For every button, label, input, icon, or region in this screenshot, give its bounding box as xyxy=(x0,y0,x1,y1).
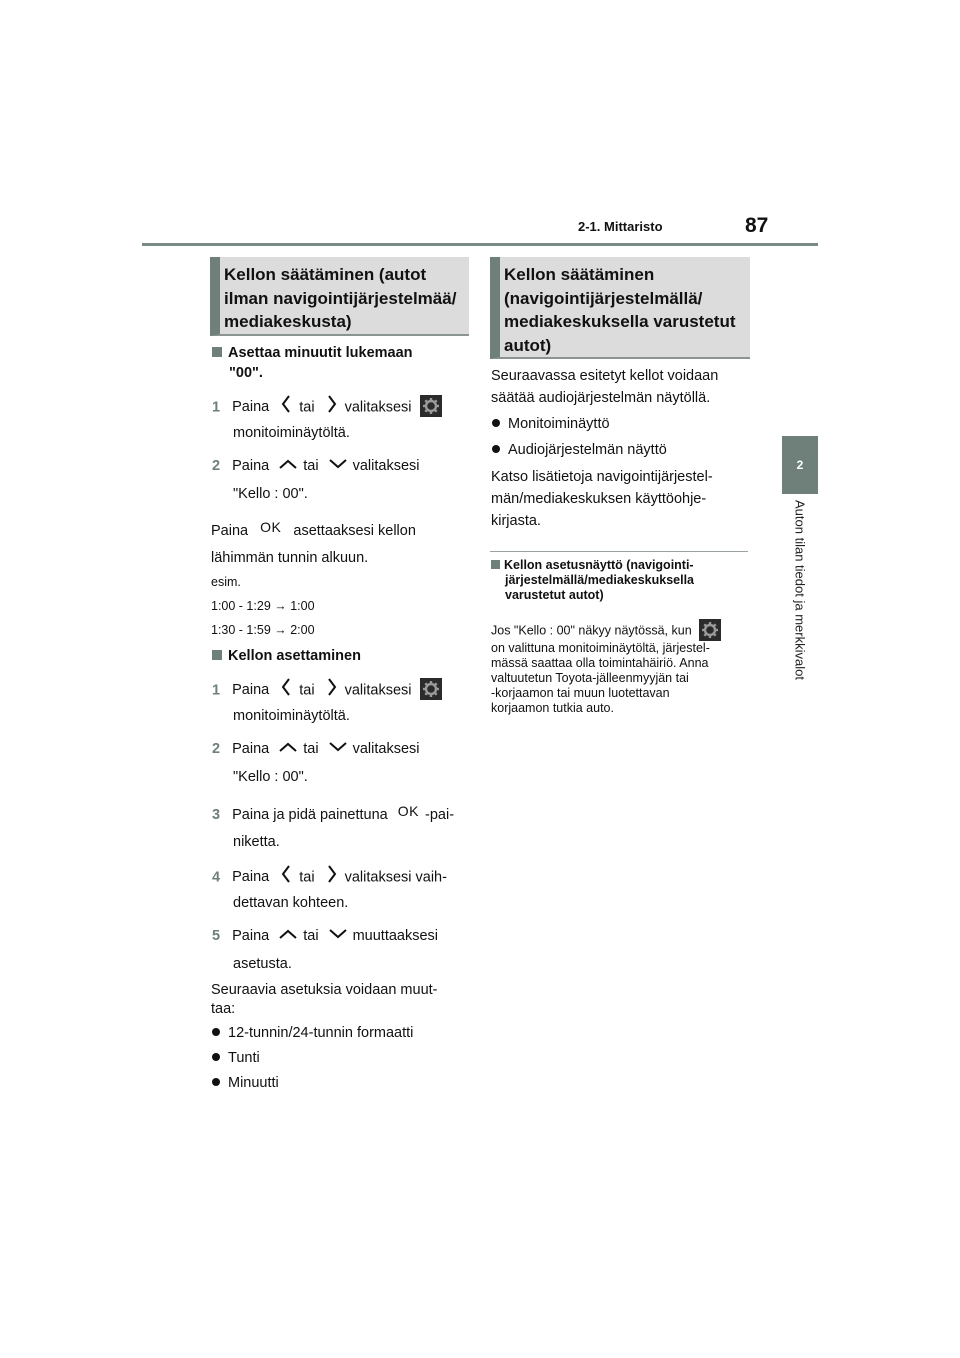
paragraph-refer-line3: kirjasta. xyxy=(491,513,541,529)
step-2-line2: "Kello : 00". xyxy=(233,486,308,502)
example-row-2: 1:30 - 1:59 → 2:00 xyxy=(211,623,315,637)
arrow-right-icon: → xyxy=(274,623,287,637)
subheading-minutes: Asettaa minuutit lukemaan xyxy=(212,344,413,362)
note-body: on valittuna monitoiminäytöltä, järjestel- mässä saattaa olla toimintahäiriö. Anna valtuutetun Toyota-jälleenmyyjän tai -korjaamon tai muun luotettavan korjaamon tutkia auto. xyxy=(491,641,710,715)
step-number: 2 xyxy=(212,458,221,474)
step-4: 4 Paina tai valitaksesi vaih- xyxy=(212,866,447,889)
heading-line: mediakeskuksella varustetut xyxy=(504,312,736,331)
step-5: 5 Paina tai muuttaaksesi xyxy=(212,928,439,944)
step-5-line2: asetusta. xyxy=(233,956,292,972)
list-item: Minuutti xyxy=(212,1074,279,1092)
heading-line: autot) xyxy=(504,335,552,355)
chevron-left-icon xyxy=(281,865,291,888)
bullet-icon xyxy=(492,419,500,427)
example-row-1: 1:00 - 1:29 → 1:00 xyxy=(211,599,315,613)
right-section-heading xyxy=(490,257,750,359)
chevron-left-icon xyxy=(281,678,291,701)
header-divider xyxy=(142,243,818,246)
note-title: Kellon asetusnäyttö (navigointi- järjestelmällä/mediakeskuksella varustetut autot) xyxy=(491,558,694,603)
chevron-left-icon xyxy=(281,395,291,418)
paragraph-ok: Paina OK asettaaksesi kellon xyxy=(211,519,416,539)
list-item: 12-tunnin/24-tunnin formaatti xyxy=(212,1024,413,1042)
subheading-setting: Kellon asettaminen xyxy=(212,647,361,665)
step-number: 2 xyxy=(212,741,221,757)
chevron-right-icon xyxy=(327,678,337,701)
step-number: 1 xyxy=(212,682,221,699)
chapter-number: 2 xyxy=(796,458,804,472)
step-number: 3 xyxy=(212,807,221,823)
left-section-heading xyxy=(210,257,469,336)
heading-line: (navigointijärjestelmällä/ xyxy=(504,288,703,308)
paragraph-refer-line2: män/mediakeskuksen käyttöohje- xyxy=(491,491,707,507)
bullet-icon xyxy=(212,1053,220,1061)
paragraph-refer: Katso lisätietoja navigointijärjestel- xyxy=(491,469,713,485)
step-2: 2 Paina tai valitaksesi xyxy=(212,458,420,474)
square-bullet-icon xyxy=(491,560,500,569)
chevron-down-icon xyxy=(329,926,347,944)
chevron-up-icon xyxy=(279,739,297,757)
chevron-up-icon xyxy=(279,926,297,944)
note-divider xyxy=(490,551,748,552)
section-title: 2-1. Mittaristo xyxy=(578,219,663,234)
step-3: 3 Paina ja pidä painettuna OK -pai- xyxy=(212,803,455,823)
heading-line: mediakeskusta) xyxy=(224,312,352,331)
chapter-title: Auton tilan tiedot ja merkkivalot xyxy=(792,500,808,680)
list-item: Tunti xyxy=(212,1049,260,1067)
settings-gear-icon xyxy=(420,395,442,417)
step-1: 1 Paina tai valitaksesi xyxy=(212,396,442,419)
heading-line: Kellon säätäminen (autot xyxy=(224,265,427,284)
bullet-icon xyxy=(492,445,500,453)
paragraph-ok-line2: lähimmän tunnin alkuun. xyxy=(211,550,369,566)
paragraph-intro-line2: säätää audiojärjestelmän näytöllä. xyxy=(491,390,711,406)
step-2b-line2: "Kello : 00". xyxy=(233,769,308,785)
note-line-1: Jos "Kello : 00" näkyy näytössä, kun xyxy=(491,620,721,642)
list-item: Audiojärjestelmän näyttö xyxy=(492,441,667,459)
subheading-minutes-line2: "00". xyxy=(229,365,263,381)
step-1-line2: monitoiminäytöltä. xyxy=(233,425,350,441)
ok-button-icon: OK xyxy=(260,519,282,535)
bullet-icon xyxy=(212,1028,220,1036)
bullet-icon xyxy=(212,1078,220,1086)
step-1b-line2: monitoiminäytöltä. xyxy=(233,708,350,724)
step-4-line2: dettavan kohteen. xyxy=(233,895,349,911)
step-number: 1 xyxy=(212,399,221,416)
example-label: esim. xyxy=(211,575,241,589)
chevron-down-icon xyxy=(329,456,347,474)
paragraph-intro: Seuraavassa esitetyt kellot voidaan xyxy=(491,368,719,384)
step-number: 4 xyxy=(212,869,221,886)
paragraph-settings-line2: taa: xyxy=(211,1001,236,1017)
step-number: 5 xyxy=(212,928,221,944)
settings-gear-icon xyxy=(420,678,442,700)
heading-line: ilman navigointijärjestelmää/ xyxy=(224,288,457,308)
heading-line: Kellon säätäminen xyxy=(504,265,655,284)
chevron-up-icon xyxy=(279,456,297,474)
ok-button-icon: OK xyxy=(397,803,419,819)
step-2b: 2 Paina tai valitaksesi xyxy=(212,741,420,757)
chapter-title-vertical xyxy=(780,500,820,720)
chevron-right-icon xyxy=(327,395,337,418)
settings-gear-icon xyxy=(699,619,721,641)
chevron-right-icon xyxy=(327,865,337,888)
square-bullet-icon xyxy=(212,347,222,357)
arrow-right-icon: → xyxy=(274,599,287,613)
step-3-line2: niketta. xyxy=(233,834,280,850)
paragraph-settings: Seuraavia asetuksia voidaan muut- xyxy=(211,982,438,998)
chapter-tab[interactable] xyxy=(782,436,818,494)
list-item: Monitoiminäyttö xyxy=(492,415,610,433)
page-number: 87 xyxy=(745,214,769,237)
chevron-down-icon xyxy=(329,739,347,757)
square-bullet-icon xyxy=(212,650,222,660)
step-1b: 1 Paina tai valitaksesi xyxy=(212,679,442,702)
